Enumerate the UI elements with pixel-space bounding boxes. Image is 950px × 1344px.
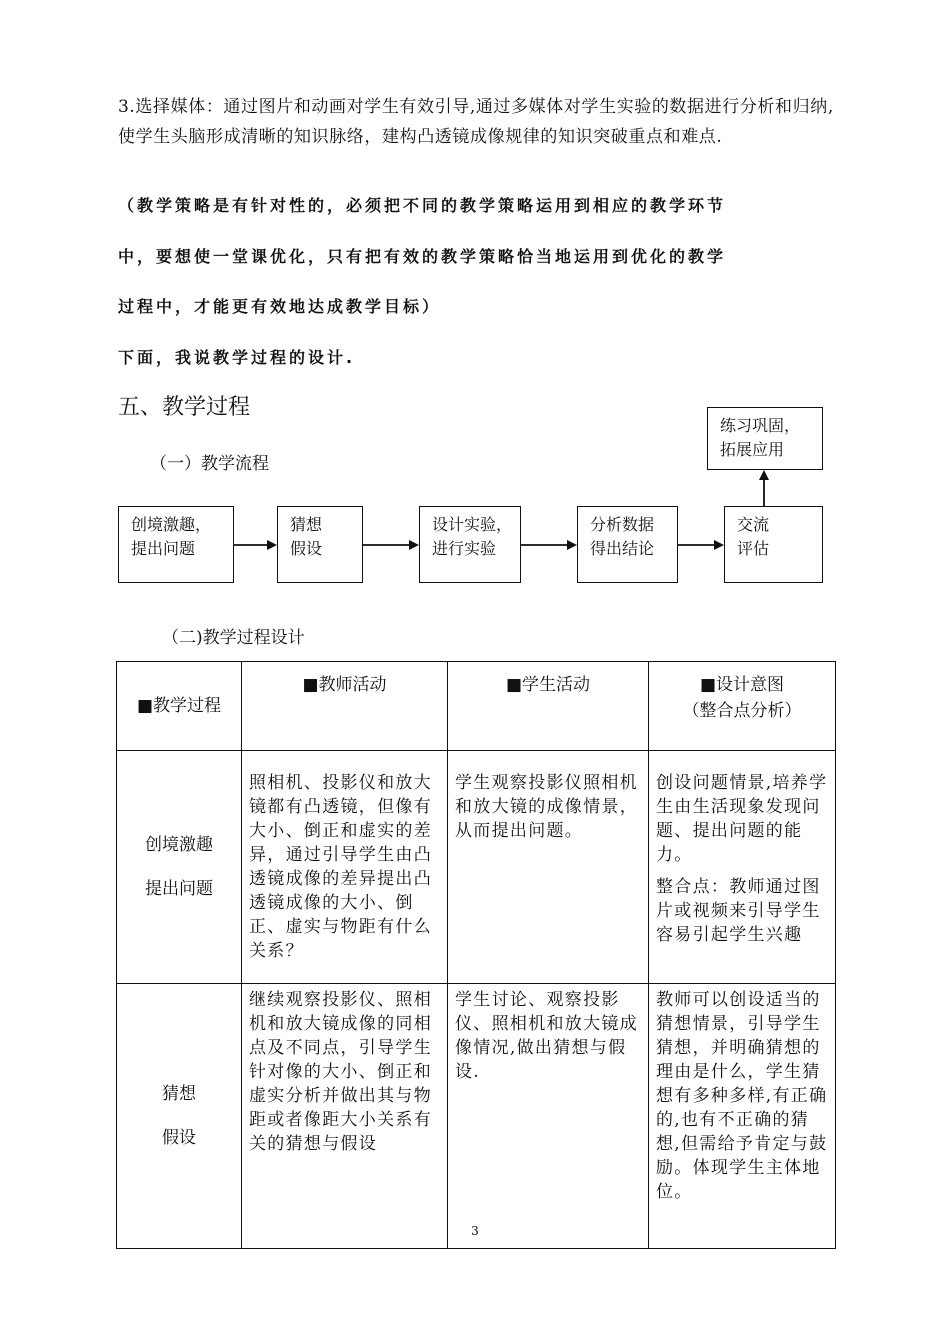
stage-cell — [117, 751, 242, 984]
flow-box-step-2: 猜想 假设 — [277, 506, 363, 583]
flow-box-step-5: 交流 评估 — [724, 506, 823, 583]
stage-line-1: 猜想 — [162, 1084, 196, 1104]
teacher-activity: 照相机、投影仪和放大镜都有凸透镜，但像有大小、倒正和虚实的差异，通过引导学生由凸透镜成像的差异提出凸透镜成像的大小、倒正、虚实与物距有什么关系？ — [242, 751, 448, 984]
design-title: （二)教学过程设计 — [162, 628, 305, 648]
header-student: ■学生活动 — [448, 662, 649, 751]
header-intent — [649, 662, 836, 751]
integration-note: 整合点：教师通过图片或视频来引导学生容易引起学生兴趣 — [656, 877, 821, 945]
student-activity: 学生观察投影仪照相机和放大镜的成像情景，从而提出问题。 — [448, 751, 649, 984]
design-intent — [649, 751, 836, 984]
section-title: 五、教学过程 — [118, 395, 251, 420]
stage-line-2: 提出问题 — [145, 879, 213, 899]
flow-box-step-4: 分析数据 得出结论 — [577, 506, 678, 583]
flow-box-step-1: 创境激趣， 提出问题 — [118, 506, 234, 583]
next-line: 下面，我说教学过程的设计. — [118, 348, 356, 367]
teacher-activity: 继续观察投影仪、照相机和放大镜成像的同相点及不同点，引导学生针对像的大小、倒正和虚实分析并做出其与物距或者像距大小关系有关的猜想与假设 — [242, 984, 448, 1249]
strategy-line-2: 中，要想使一堂课优化，只有把有效的教学策略恰当地运用到优化的教学 — [118, 247, 727, 266]
student-activity: 学生讨论、观察投影仪、照相机和放大镜成像情况,做出猜想与假设. — [448, 984, 649, 1249]
stage-line-1: 创境激趣 — [145, 835, 213, 855]
intent-text: 创设问题情景,培养学生由生活现象发现问题、提出问题的能力。 — [656, 773, 828, 865]
header-intent-title: ■设计意图 — [699, 675, 785, 695]
strategy-line-3: 过程中，才能更有效地达成教学目标） — [118, 297, 442, 316]
process-table — [116, 661, 836, 1249]
flow-box-step-3: 设计实验， 进行实验 — [419, 506, 521, 583]
design-intent: 教师可以创设适当的猜想情景，引导学生猜想，并明确猜想的理由是什么，学生猜想有多种多样,有正确的,也有不正确的猜想,但需给予肯定与鼓励。体现学生主体地位。 — [649, 984, 836, 1249]
stage-line-2: 假设 — [162, 1128, 196, 1148]
flow-box-practice: 练习巩固， 拓展应用 — [707, 407, 823, 470]
table-row — [117, 751, 836, 984]
header-intent-sub: （整合点分析） — [682, 701, 802, 721]
table-header-row — [117, 662, 836, 751]
header-process: ■教学过程 — [117, 662, 242, 751]
strategy-line-1: （教学策略是有针对性的，必须把不同的教学策略运用到相应的教学环节 — [118, 196, 727, 215]
page-number: 3 — [471, 1224, 479, 1238]
table-row — [117, 984, 836, 1249]
flow-title: （一）教学流程 — [150, 454, 269, 474]
media-paragraph: 3.选择媒体：通过图片和动画对学生有效引导,通过多媒体对学生实验的数据进行分析和归纳,使学生头脑形成清晰的知识脉络，建构凸透镜成像规律的知识突破重点和难点. — [118, 97, 834, 147]
header-teacher: ■教师活动 — [242, 662, 448, 751]
stage-cell — [117, 984, 242, 1249]
